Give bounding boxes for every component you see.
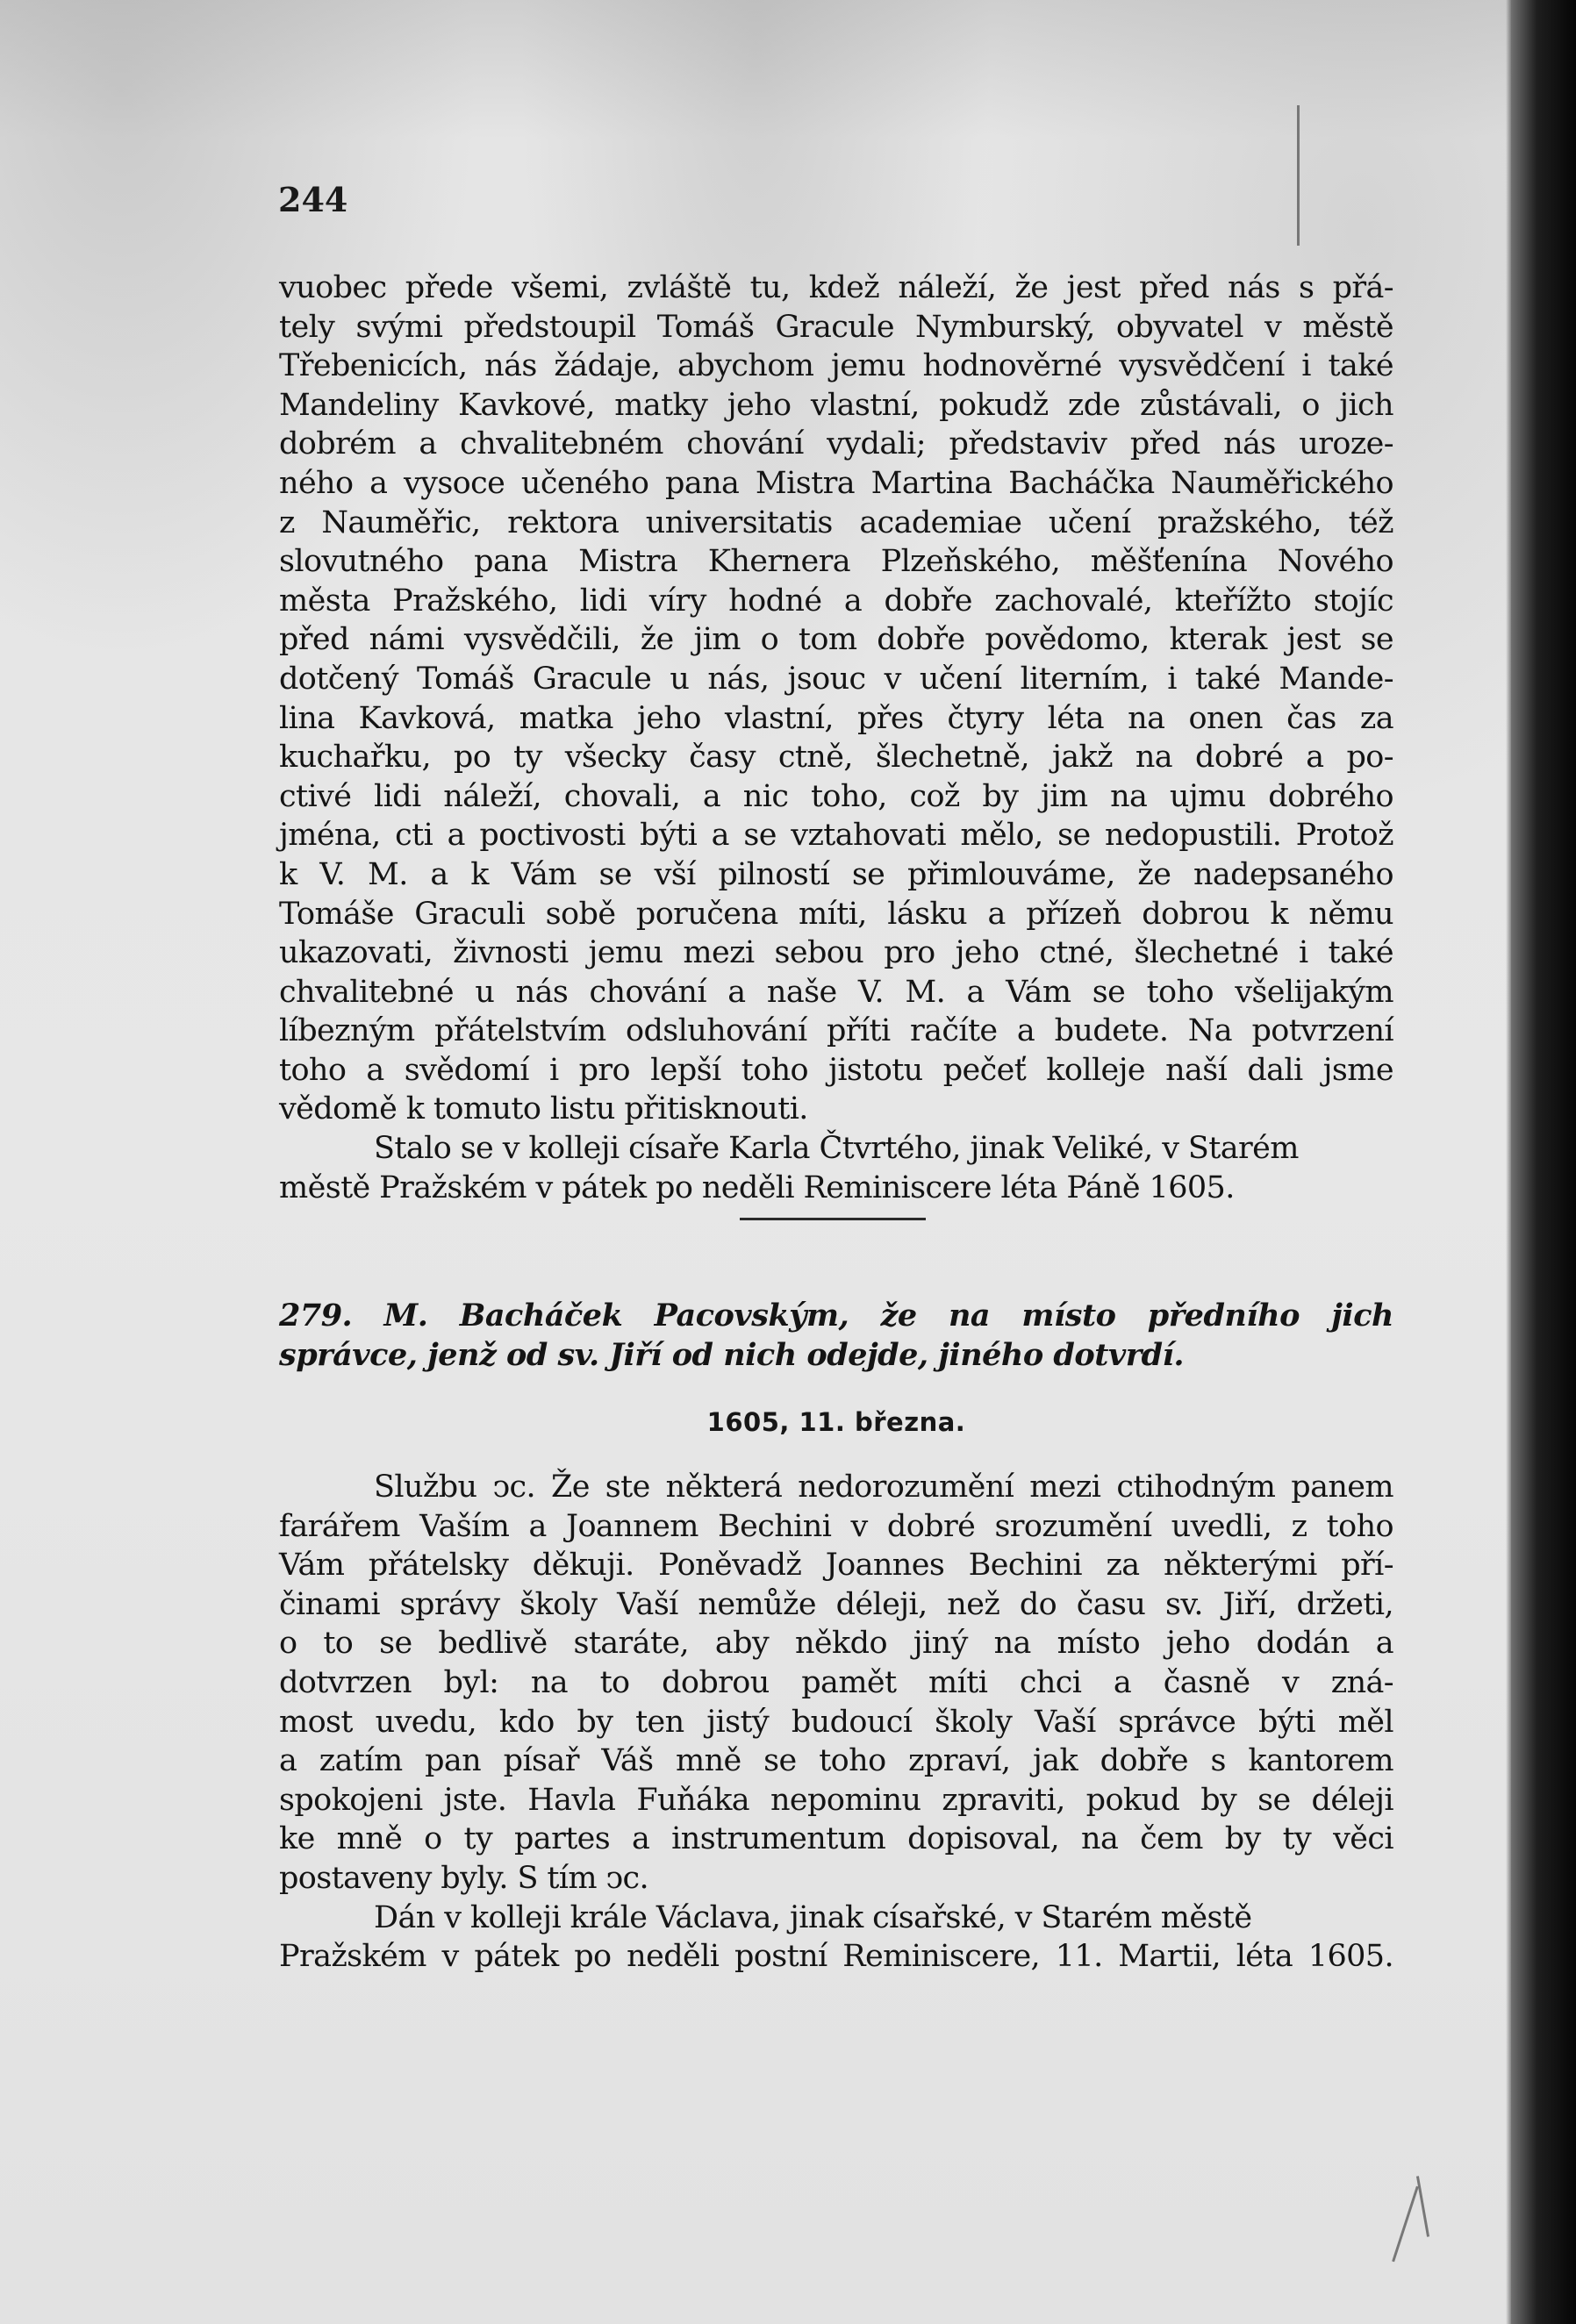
text-line: Stalo se v kolleji císaře Karla Čtvrtého, jinak Veliké, v Starém: [374, 1131, 1299, 1167]
page-number: 244: [278, 180, 348, 219]
text-line: Pražském v pátek po neděli postní Reminiscere, 11. Martii, léta 1605.: [279, 1939, 1393, 1975]
text-line: činami správy školy Vaší nemůže déleji, než do času sv. Jiří, držeti,: [279, 1586, 1393, 1622]
body-text-section-1: [279, 268, 1393, 1207]
text-line: z Nauměřic, rektora universitatis academiae učení pražského, též: [279, 504, 1393, 540]
text-line: dotčený Tomáš Gracule u nás, jsouc v učení literním, i také Mande-: [279, 661, 1393, 697]
scan-mark: [1297, 105, 1300, 246]
heading-line: 279. M. Bacháček Pacovským, že na místo předního jich: [279, 1298, 1393, 1334]
text-line: města Pražského, lidi víry hodné a dobře zachovalé, kteřížto stojíc: [279, 583, 1393, 619]
text-line: postaveny byly. S tím ͻc.: [279, 1860, 649, 1896]
text-line: chvalitebné u nás chování a naše V. M. a Vám se toho všelijakým: [279, 974, 1393, 1010]
heading-line: správce, jenž od sv. Jiří od nich odejde, jiného dotvrdí.: [279, 1336, 1185, 1373]
text-line: ného a vysoce učeného pana Mistra Martina Bacháčka Nauměřického: [279, 465, 1393, 501]
text-line: Tomáše Graculi sobě poručena míti, lásku a přízeň dobrou k němu: [279, 896, 1393, 932]
letter-date: 1605, 11. března.: [706, 1407, 966, 1437]
text-line: Třebenicích, nás žádaje, abychom jemu hodnověrné vysvědčení i také: [279, 348, 1393, 384]
text-line: dobrém a chvalitebném chování vydali; představiv před nás uroze-: [279, 426, 1393, 462]
text-line: Dán v kolleji krále Václava, jinak císařské, v Starém městě: [374, 1899, 1252, 1935]
scan-mark: [1392, 2186, 1419, 2263]
text-line: Službu ͻc. Že ste některá nedorozumění mezi ctihodným panem: [374, 1469, 1393, 1505]
section-separator: [740, 1218, 926, 1220]
text-line: k V. M. a k Vám se vší pilností se přimlouváme, že nadepsaného: [279, 856, 1393, 892]
text-line: vuobec přede všemi, zvláště tu, kdež náleží, že jest před nás s přá-: [279, 270, 1393, 305]
text-line: Mandeliny Kavkové, matky jeho vlastní, pokudž zde zůstávali, o jich: [279, 387, 1393, 423]
text-line: tely svými předstoupil Tomáš Gracule Nymburský, obyvatel v městě: [279, 309, 1393, 345]
body-text-section-2: [279, 1468, 1393, 1977]
text-line: jména, cti a poctivosti býti a se vztahovati mělo, se nedopustili. Protož: [279, 818, 1393, 854]
text-line: spokojeni jste. Havla Fuňáka nepominu zpraviti, pokud by se déleji: [279, 1782, 1393, 1818]
text-line: městě Pražském v pátek po neděli Reminiscere léta Páně 1605.: [279, 1169, 1235, 1205]
text-line: a zatím pan písař Váš mně se toho zpraví, jak dobře s kantorem: [279, 1743, 1393, 1779]
text-line: před námi vysvědčili, že jim o tom dobře povědomo, kterak jest se: [279, 622, 1393, 658]
text-line: ke mně o ty partes a instrumentum dopisoval, na čem by ty věci: [279, 1821, 1393, 1857]
text-line: lina Kavková, matka jeho vlastní, přes čtyry léta na onen čas za: [279, 700, 1393, 736]
text-line: dotvrzen byl: na to dobrou pamět míti chci a časně v zná-: [279, 1664, 1393, 1700]
letter-heading: [279, 1297, 1393, 1375]
scan-border: [1511, 0, 1576, 2324]
text-line: ctivé lidi náleží, chovali, a nic toho, což by jim na ujmu dobrého: [279, 778, 1393, 814]
text-line: most uvedu, kdo by ten jistý budoucí školy Vaší správce býti měl: [279, 1704, 1393, 1740]
text-line: slovutného pana Mistra Khernera Plzeňského, měšťenína Nového: [279, 544, 1393, 580]
text-line: vědomě k tomuto listu přitisknouti.: [279, 1091, 808, 1127]
text-line: kuchařku, po ty všecky časy ctně, šlechetně, jakž na dobré a po-: [279, 740, 1393, 776]
text-line: líbezným přátelstvím odsluhování příti račíte a budete. Na potvrzení: [279, 1013, 1393, 1049]
text-line: o to se bedlivě staráte, aby někdo jiný na místo jeho dodán a: [279, 1626, 1393, 1662]
scan-mark: [1416, 2176, 1429, 2236]
text-line: toho a svědomí i pro lepší toho jistotu pečeť kolleje naší dali jsme: [279, 1052, 1393, 1088]
text-line: ukazovati, živnosti jemu mezi sebou pro jeho ctné, šlechetné i také: [279, 935, 1393, 971]
text-line: Vám přátelsky děkuji. Poněvadž Joannes Bechini za některými pří-: [279, 1548, 1393, 1584]
text-line: farářem Vaším a Joannem Bechini v dobré srozumění uvedli, z toho: [279, 1508, 1393, 1544]
